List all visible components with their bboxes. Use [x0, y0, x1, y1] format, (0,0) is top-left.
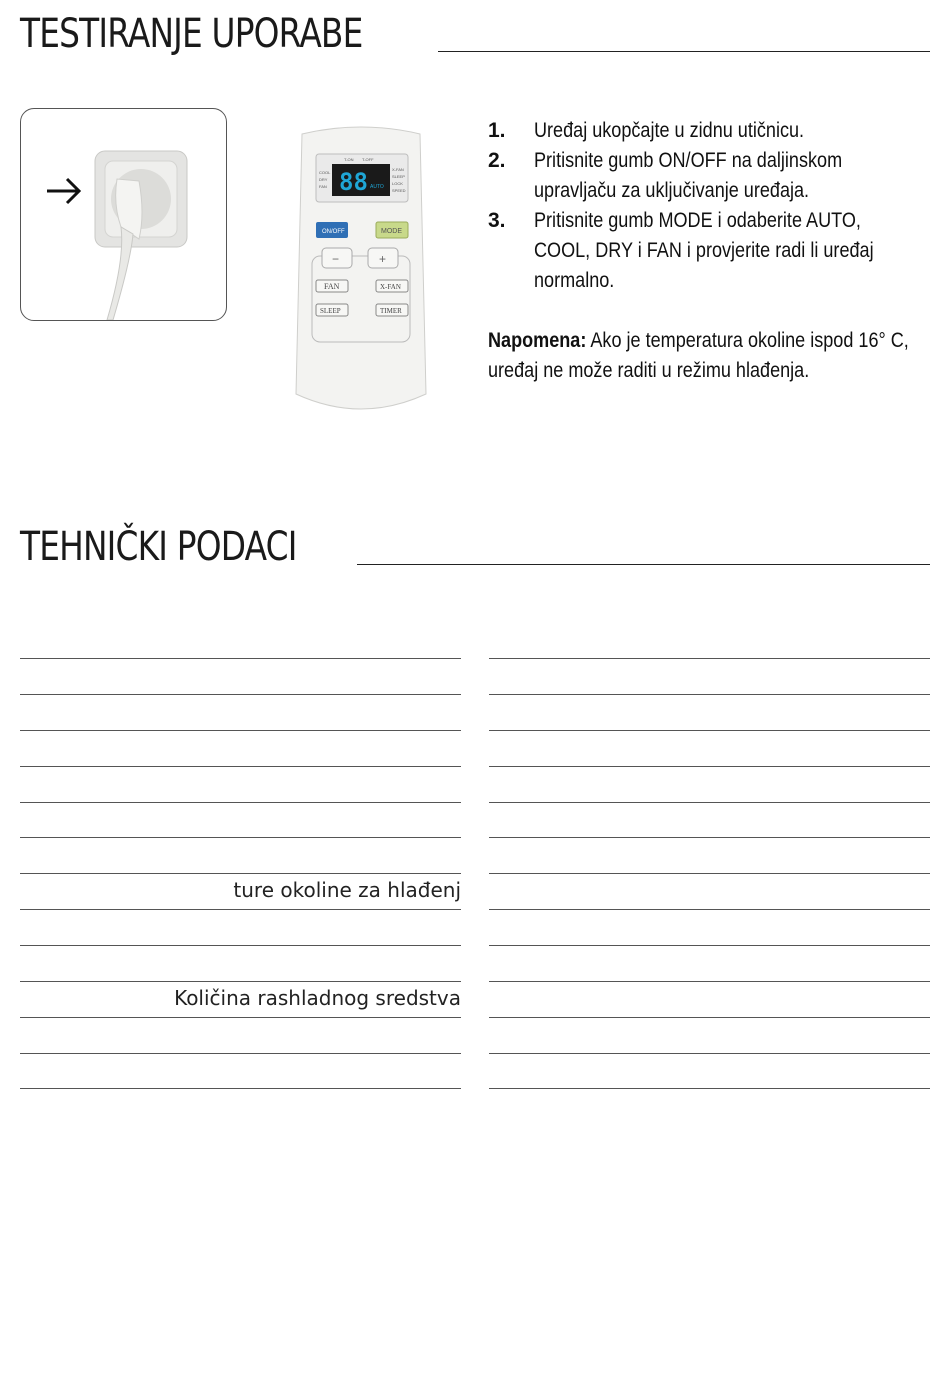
section-heading: TEHNIČKI PODACI [20, 524, 297, 570]
spec-table-left [20, 658, 461, 1089]
remote-control [294, 124, 428, 416]
step-number: 1. [488, 119, 506, 142]
spec-row [20, 694, 461, 730]
spec-row [489, 766, 930, 802]
fan-label: FAN [324, 282, 340, 291]
spec-row [20, 837, 461, 873]
spec-row [489, 873, 930, 909]
plug-illustration [20, 108, 227, 321]
lcd-auto: AUTO [370, 184, 384, 190]
spec-row [489, 837, 930, 873]
spec-row [20, 766, 461, 802]
spec-row [489, 802, 930, 838]
lcd-digits: 88 [339, 168, 368, 196]
xfan-label: X-FAN [380, 283, 401, 291]
step-text: Uređaj ukopčajte u zidnu utičnicu. [534, 119, 805, 142]
section-heading: TESTIRANJE UPORABE [20, 11, 363, 57]
lcd-mode-speed: SPEED [392, 188, 406, 193]
note-text: Ako je temperatura okoline ispod 16° C, uređaj ne može raditi u režimu hlađenja. [488, 329, 909, 382]
spec-row [20, 658, 461, 694]
section-title-testing [20, 11, 930, 57]
spec-row [489, 730, 930, 766]
lcd-ton: T-ON [344, 157, 354, 162]
arrow-right-icon [47, 179, 79, 203]
spec-row [20, 1053, 461, 1089]
spec-row [489, 694, 930, 730]
spec-row [489, 981, 930, 1017]
spec-row [20, 802, 461, 838]
sleep-label: SLEEP [320, 307, 341, 315]
spec-row [20, 730, 461, 766]
minus-label: − [332, 252, 340, 266]
spec-label: ture okoline za hlađenj [233, 878, 461, 903]
lcd-mode-xfan: X-FAN [392, 167, 404, 172]
plus-label: + [379, 252, 387, 266]
step-3 [488, 206, 938, 296]
lcd-mode-fan: FAN [319, 184, 327, 189]
lcd-mode-lock: LOCK [392, 181, 403, 186]
step-text: Pritisnite gumb ON/OFF na daljinskom upravljaču za uključivanje uređaja. [534, 149, 843, 202]
spec-row [20, 909, 461, 945]
spec-row [489, 1017, 930, 1053]
heading-rule [438, 51, 930, 52]
spec-row [489, 658, 930, 694]
spec-row [20, 981, 461, 1017]
step-1 [488, 116, 938, 146]
spec-row [489, 1053, 930, 1089]
spec-row [489, 945, 930, 981]
step-number: 2. [488, 149, 506, 172]
spec-row [20, 945, 461, 981]
instructions [488, 116, 938, 386]
spec-table-right [489, 658, 930, 1089]
heading-rule [357, 564, 930, 565]
note [488, 326, 937, 386]
section-title-specs [20, 524, 930, 570]
spec-row [20, 1017, 461, 1053]
spec-row [20, 873, 461, 909]
note-label: Napomena: [488, 329, 587, 352]
mode-label: MODE [381, 228, 402, 235]
timer-label: TIMER [380, 307, 402, 315]
lcd-mode-cool: COOL [319, 170, 331, 175]
lcd-mode-sleep: SLEEP [392, 174, 405, 179]
onoff-label: ON/OFF [322, 229, 345, 235]
spec-label: Količina rashladnog sredstva [174, 986, 461, 1011]
wall-socket-icon [21, 109, 226, 320]
step-text: Pritisnite gumb MODE i odaberite AUTO, COOL, DRY i FAN i provjerite radi li uređaj normalno. [534, 209, 874, 292]
spec-row [489, 909, 930, 945]
lcd-toff: T-OFF [362, 157, 374, 162]
step-number: 3. [488, 209, 506, 232]
step-2 [488, 146, 938, 206]
lcd-mode-dry: DRY [319, 177, 328, 182]
